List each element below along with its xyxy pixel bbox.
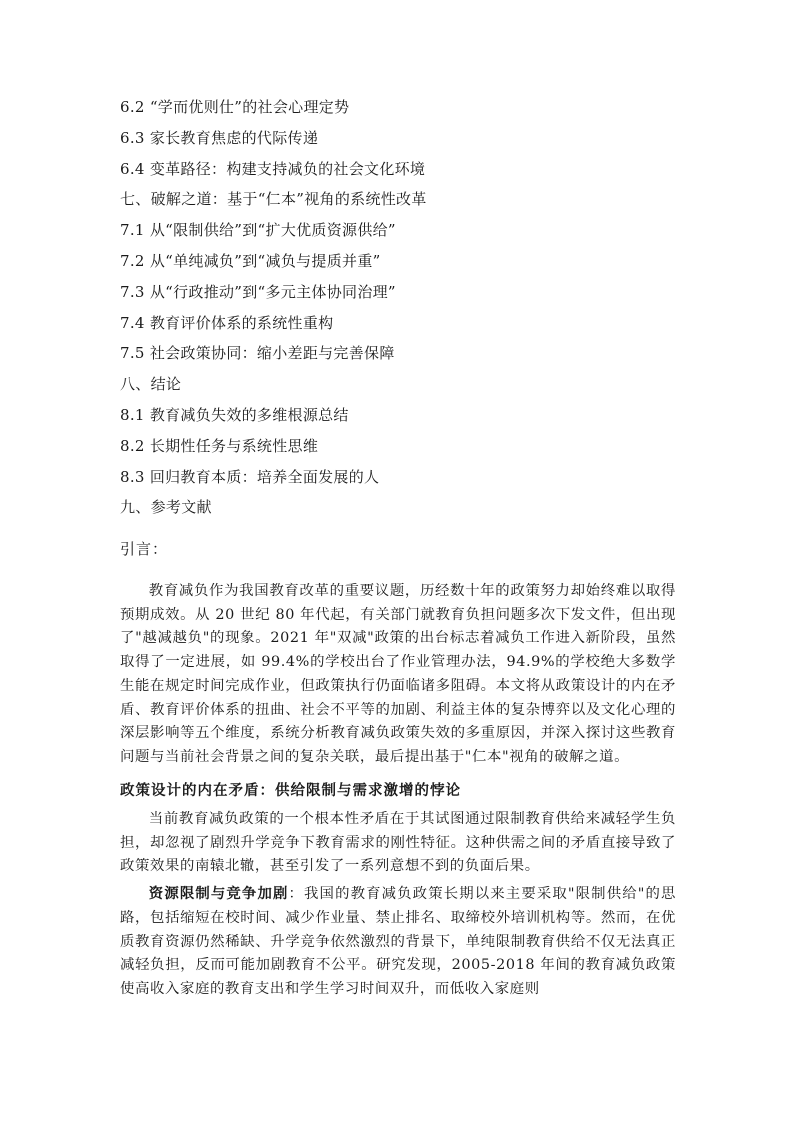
- toc-item: 8.3 回归教育本质：培养全面发展的人: [120, 467, 380, 486]
- toc-item: 7.5 社会政策协同：缩小差距与完善保障: [120, 344, 395, 363]
- toc-item: 7.2 从“单纯减负”到“减负与提质并重”: [120, 251, 381, 270]
- toc-item: 7.1 从“限制供给”到“扩大优质资源供给”: [120, 221, 396, 240]
- intro-label: 引言：: [120, 540, 169, 558]
- toc-item: 6.3 家长教育焦虑的代际传递: [120, 128, 319, 147]
- toc-item: 8.1 教育减负失效的多维根源总结: [120, 405, 349, 424]
- toc-item: 7.4 教育评价体系的系统性重构: [120, 313, 334, 332]
- toc-item: 七、破解之道：基于“仁本”视角的系统性改革: [120, 190, 427, 209]
- toc-item: 7.3 从“行政推动”到“多元主体协同治理”: [120, 282, 396, 301]
- paragraph-lead: 资源限制与竞争加剧: [148, 885, 289, 903]
- section-paragraph-1: 当前教育减负政策的一个根本性矛盾在于其试图通过限制教育供给来减轻学生负担，却忽视了剧烈升学竞争下教育需求的刚性特征。这种供需之间的矛盾直接导致了政策效果的南辕北辙，甚至引发了一系列意想不到的负面后果。: [120, 811, 676, 875]
- table-of-contents: [120, 92, 680, 523]
- paragraph-text: ：我国的教育减负政策长期以来主要采取"限制供给"的思路，包括缩短在校时间、减少作业量、禁止排名、取缔校外培训机构等。然而，在优质教育资源仍然稀缺、升学竞争依然激烈的背景下，单纯限制教育供给不仅无法真正减轻负担，反而可能加剧教育不公平。研究发现，2005-2018 年间的教育减负政策使高收入家庭的教育支出和学生学习时间双升，而低收入家庭则: [120, 886, 676, 997]
- section-heading: 政策设计的内在矛盾：供给限制与需求激增的悖论: [120, 783, 461, 799]
- intro-section: [120, 580, 676, 770]
- toc-item: 6.2 “学而优则仕”的社会心理定势: [120, 98, 350, 116]
- toc-item: 八、结论: [120, 375, 182, 394]
- section-paragraph-2: [120, 882, 676, 1002]
- section-body: [120, 808, 676, 1002]
- intro-paragraph: 教育减负作为我国教育改革的重要议题，历经数十年的政策努力却始终难以取得预期成效。从 20 世纪 80 年代起，有关部门就教育负担问题多次下发文件，但出现了"越减越负"的现象。2021 年"双减"政策的出台标志着减负工作进入新阶段，虽然取得了一定进展，如 99.4%的学校出台了作业管理办法，94.9%的学校绝大多数学生能在规定时间完成作业，但政策执行仍面临诸多阻碍。本文将从政策设计的内在矛盾、教育评价体系的扭曲、社会不平等的加剧、利益主体的复杂博弈以及文化心理的深层影响等五个维度，系统分析教育减负政策失效的多重原因，并深入探讨这些教育问题与当前社会背景之间的复杂关联，最后提出基于"仁本"视角的破解之道。: [120, 583, 676, 765]
- toc-item: 8.2 长期性任务与系统性思维: [120, 436, 319, 455]
- toc-item: 6.4 变革路径：构建支持减负的社会文化环境: [120, 159, 426, 178]
- toc-item: 九、参考文献: [120, 498, 212, 517]
